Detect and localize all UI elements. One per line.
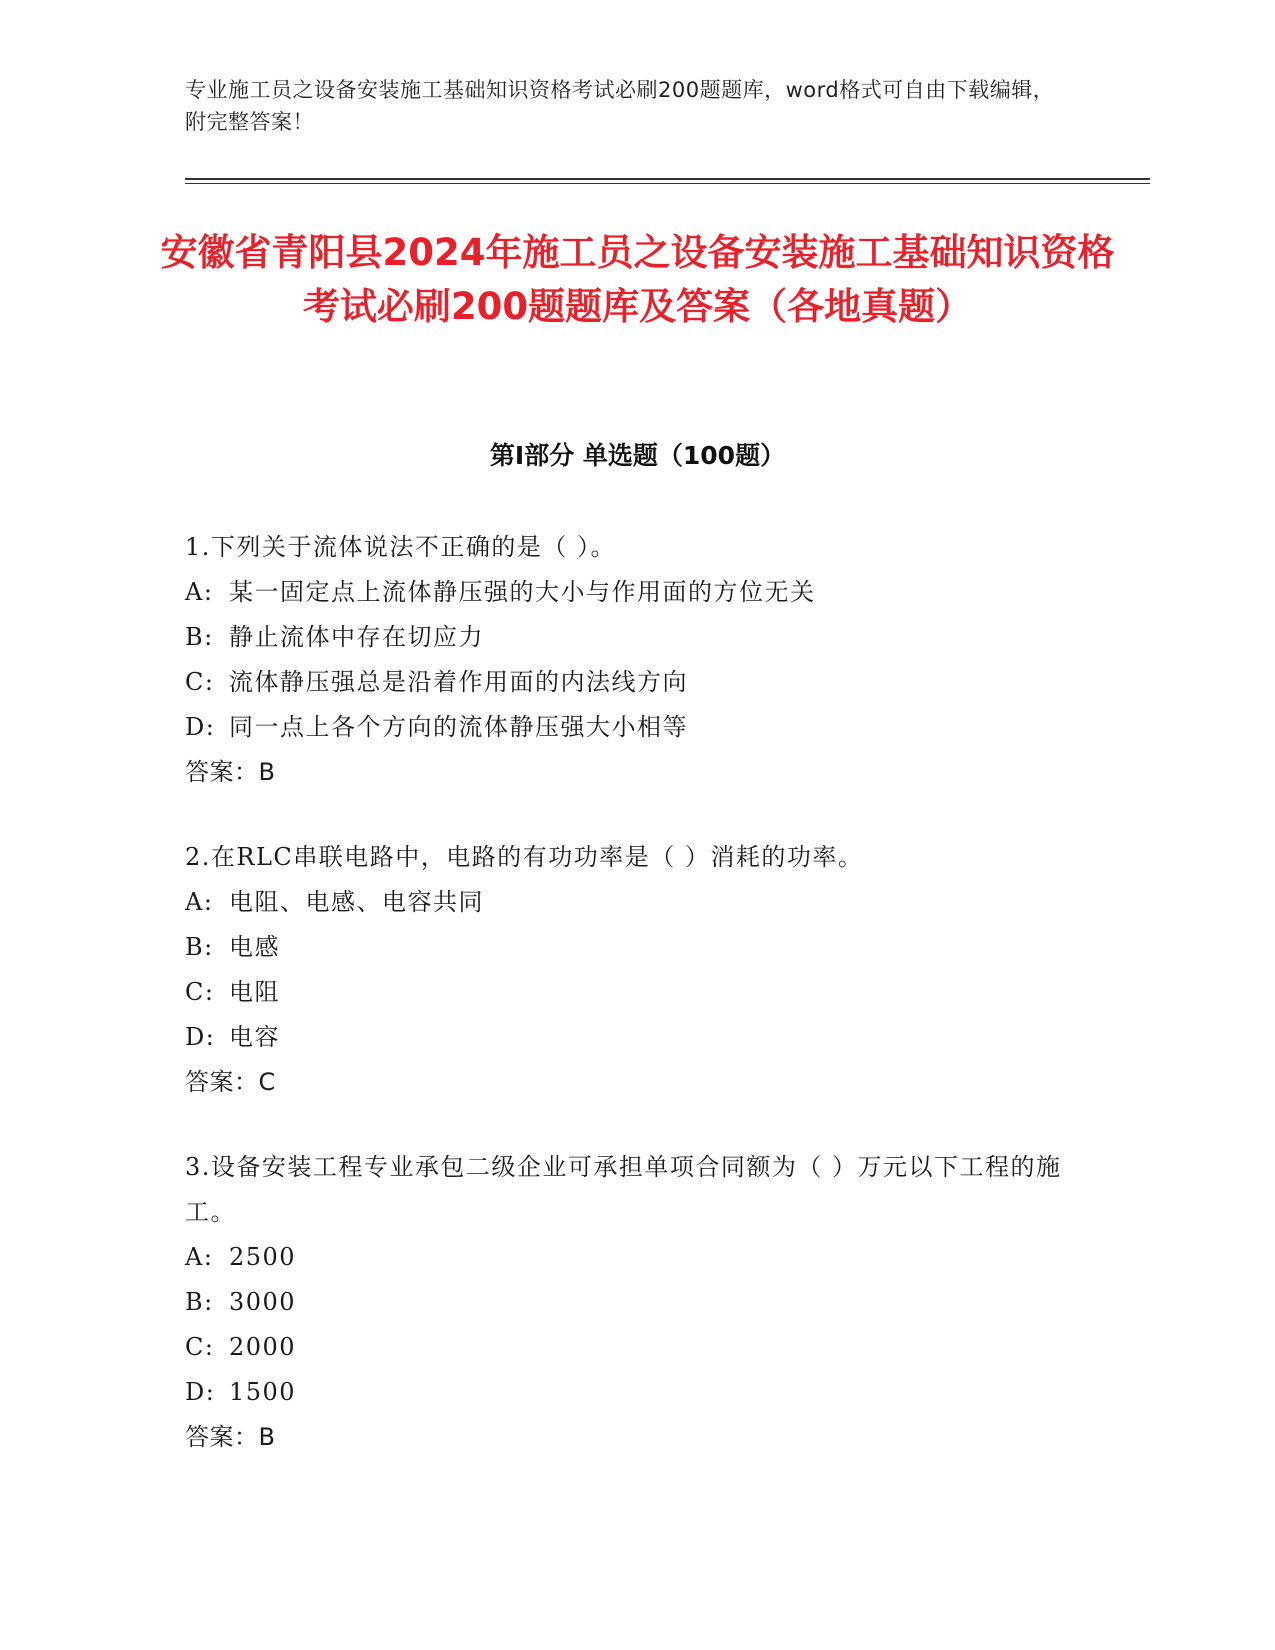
option-d	[185, 1370, 1085, 1415]
question-stem: 1.下列关于流体说法不正确的是（ ）。	[185, 533, 617, 561]
option-text: 静止流体中存在切应力	[229, 623, 484, 651]
question-1	[185, 525, 1085, 795]
option-key: B:	[185, 933, 214, 961]
option-text: 某一固定点上流体静压强的大小与作用面的方位无关	[229, 578, 816, 606]
option-key: D:	[185, 1378, 216, 1406]
document-title: 安徽省青阳县2024年施工员之设备安装施工基础知识资格考试必刷200题题库及答案（各地真题）	[160, 231, 1115, 328]
option-b	[185, 1280, 1085, 1325]
question-stem: 2.在RLC串联电路中，电路的有功功率是（ ）消耗的功率。	[185, 843, 864, 871]
option-text: 电阻、电感、电容共同	[229, 888, 484, 916]
answer: 答案：C	[185, 1068, 276, 1096]
option-key: A:	[185, 888, 214, 916]
answer: 答案：B	[185, 758, 276, 786]
option-c	[185, 660, 1085, 705]
option-key: B:	[185, 1288, 214, 1316]
header-rule-thin	[185, 183, 1150, 184]
option-d	[185, 1015, 1085, 1060]
option-text: 流体静压强总是沿着作用面的内法线方向	[229, 668, 688, 696]
header-rule-thick	[185, 178, 1150, 180]
answer: 答案：B	[185, 1423, 276, 1451]
option-b	[185, 925, 1085, 970]
option-b	[185, 615, 1085, 660]
option-key: C:	[185, 1333, 215, 1361]
option-text: 电容	[229, 1023, 280, 1051]
question-3	[185, 1145, 1085, 1460]
option-key: D:	[185, 1023, 216, 1051]
option-a	[185, 570, 1085, 615]
option-key: B:	[185, 623, 214, 651]
option-text: 1500	[229, 1378, 297, 1406]
option-key: A:	[185, 1243, 214, 1271]
question-list	[185, 525, 1085, 1500]
header-note: 专业施工员之设备安装施工基础知识资格考试必刷200题题库，word格式可自由下载编辑，附完整答案！	[185, 78, 1055, 134]
section-title: 第I部分 单选题（100题）	[489, 441, 786, 470]
option-a	[185, 1235, 1085, 1280]
question-2	[185, 835, 1085, 1105]
option-key: D:	[185, 713, 216, 741]
option-key: A:	[185, 578, 214, 606]
option-a	[185, 880, 1085, 925]
question-stem: 3.设备安装工程专业承包二级企业可承担单项合同额为（ ）万元以下工程的施工。	[185, 1153, 1062, 1226]
option-text: 3000	[229, 1288, 297, 1316]
option-key: C:	[185, 978, 215, 1006]
option-text: 2000	[229, 1333, 297, 1361]
option-text: 电阻	[229, 978, 280, 1006]
option-text: 同一点上各个方向的流体静压强大小相等	[229, 713, 688, 741]
option-key: C:	[185, 668, 215, 696]
option-c	[185, 970, 1085, 1015]
option-c	[185, 1325, 1085, 1370]
option-d	[185, 705, 1085, 750]
option-text: 电感	[229, 933, 280, 961]
option-text: 2500	[229, 1243, 297, 1271]
